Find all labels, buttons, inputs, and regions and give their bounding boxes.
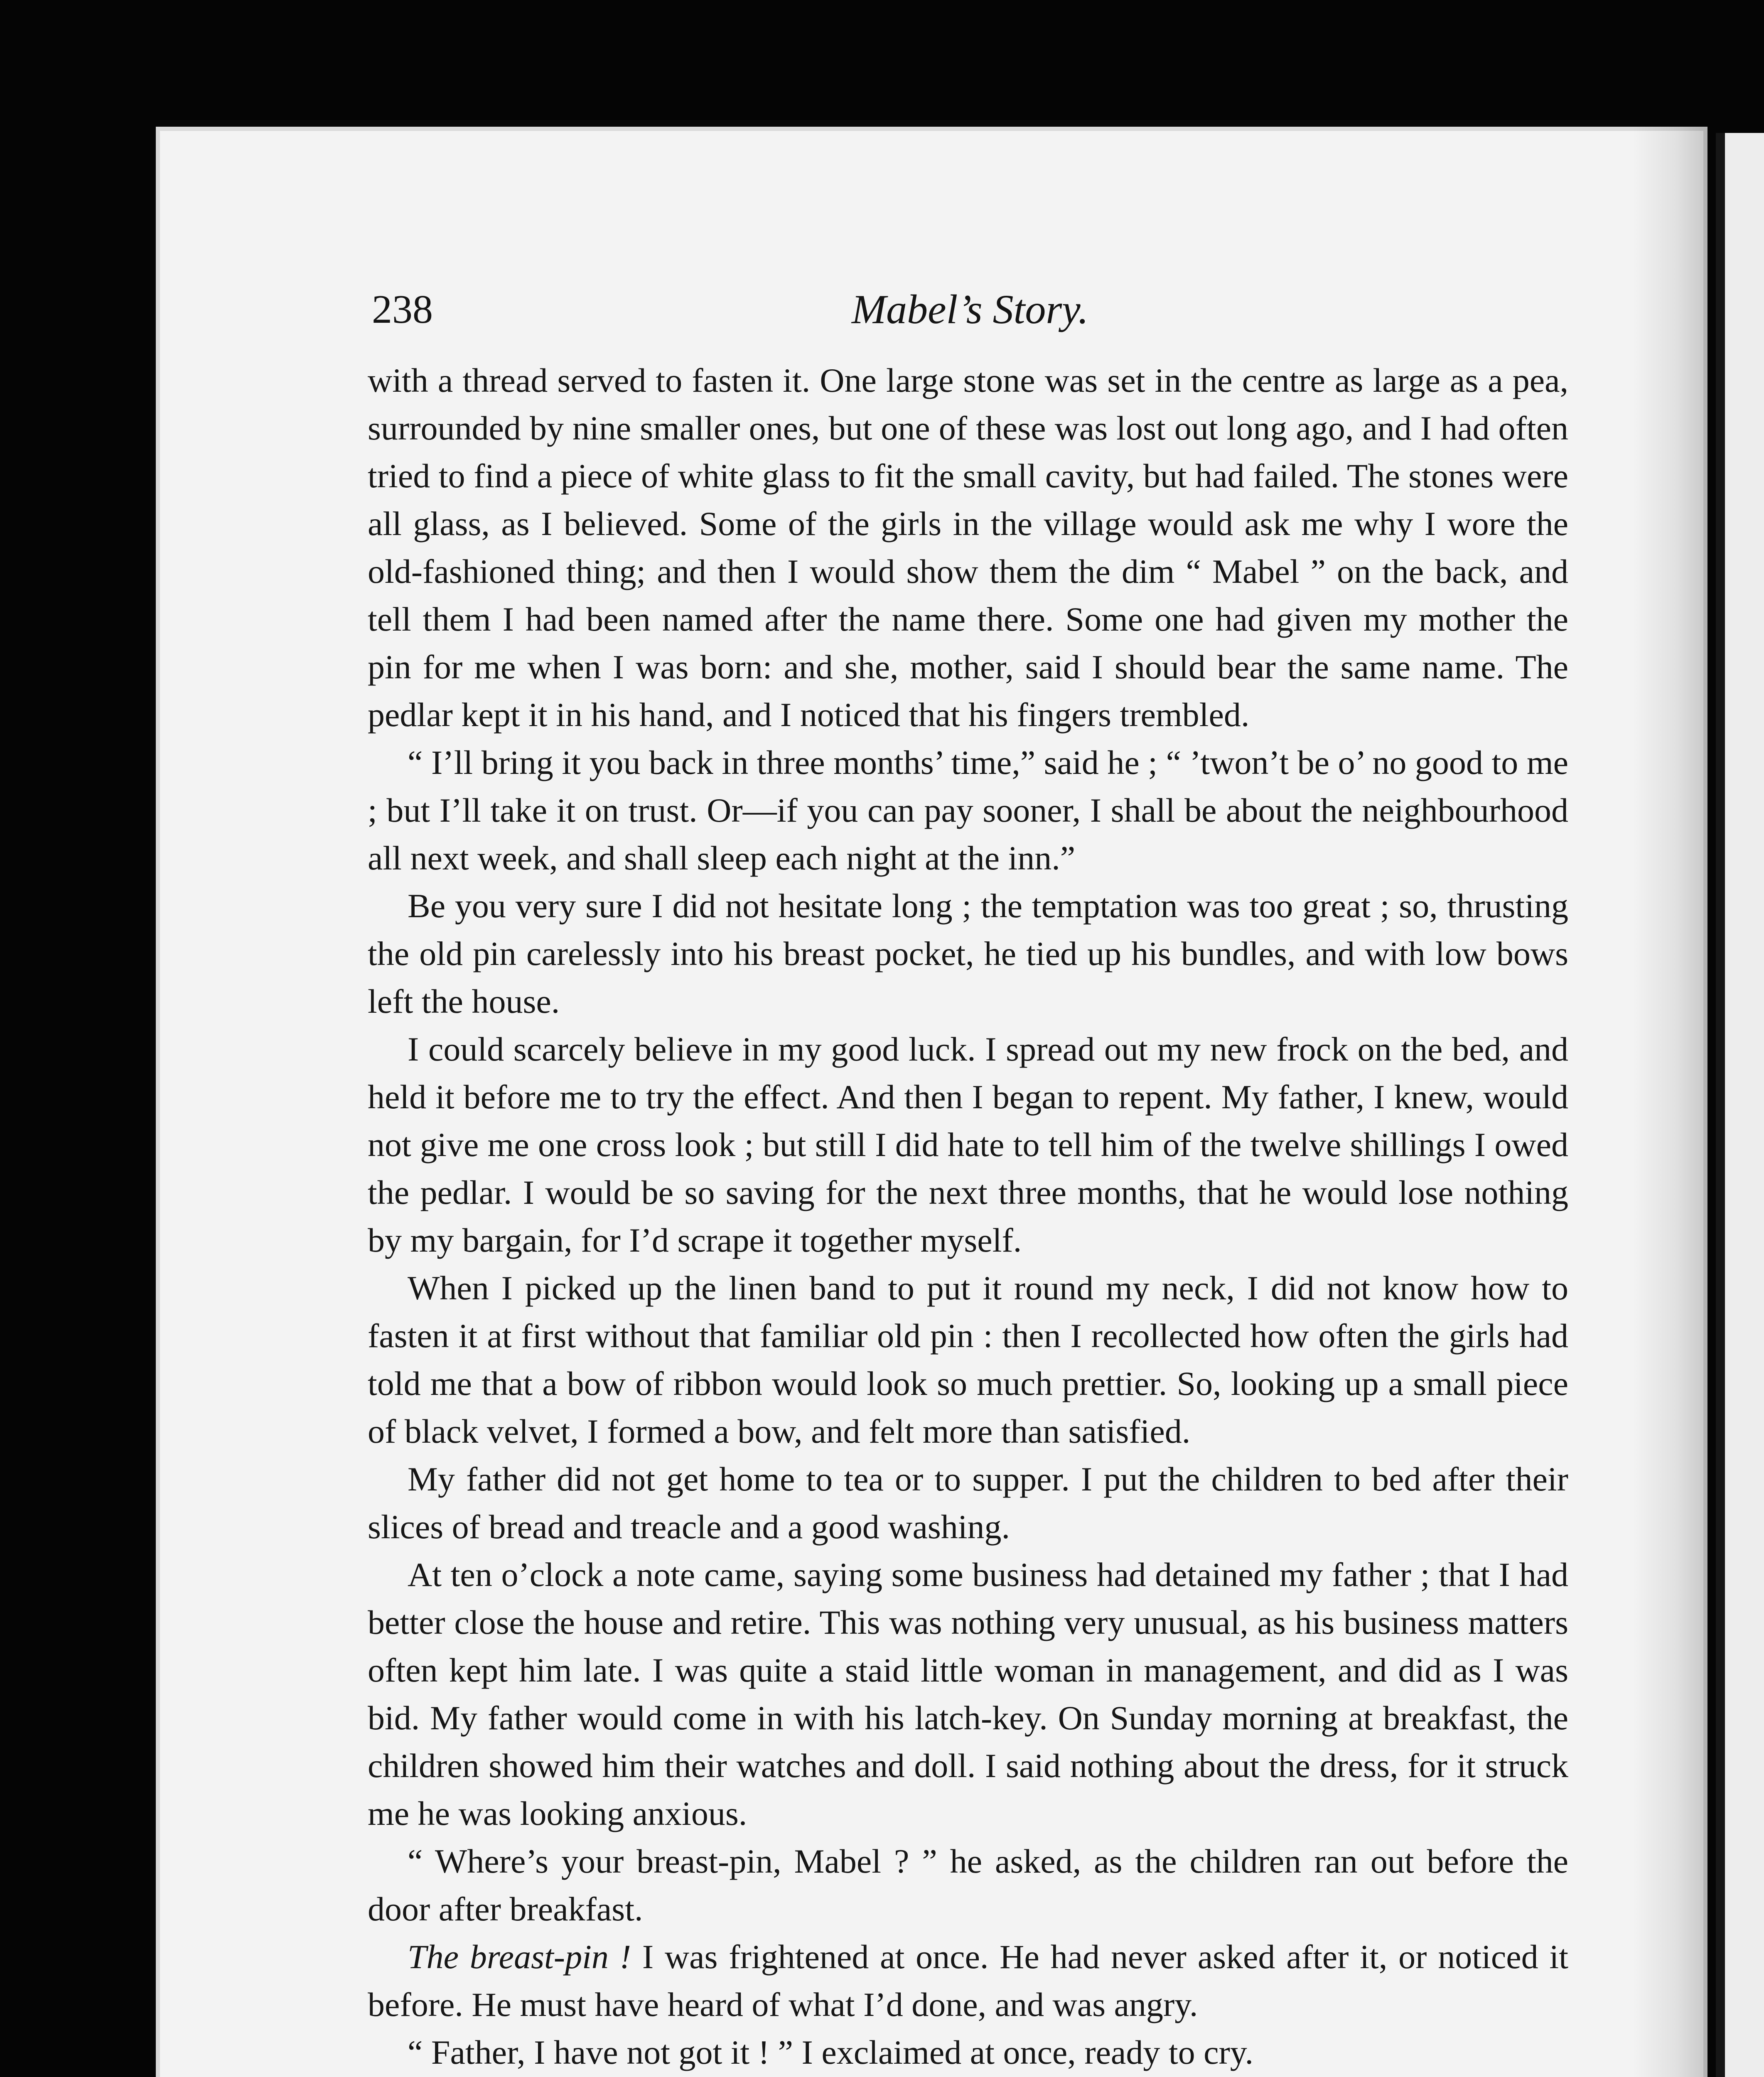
spine-shadow	[1633, 127, 1707, 2077]
paragraph: My father did not get home to tea or to supper. I put the children to bed after their slices of bread and treacle and a good washing.	[368, 1460, 1568, 1546]
paragraph-rest: I was frightened at once. He had never asked after it, or noticed it before. He must have heard of what I’d done, and was angry.	[368, 1938, 1568, 2023]
paragraph: Be you very sure I did not hesitate long ; the temptation was too great ; so, thrusting the old pin carelessly into his breast pocket, he tied up his bundles, and with low bows left the house.	[368, 887, 1568, 1020]
paragraph: When I picked up the linen band to put it round my neck, I did not know how to fasten it at first without that familiar old pin : then I recollected how often the girls had told me that a bow of ribbon would look so much prettier. So, looking up a small piece of black velvet, I formed a bow, and felt more than satisfied.	[368, 1269, 1568, 1450]
running-head: Mabel’s Story.	[851, 286, 1089, 332]
facing-page-edge	[1716, 133, 1764, 2077]
paragraph: “ Father, I have not got it ! ” I exclaimed at once, ready to cry.	[408, 2033, 1253, 2071]
paragraph	[368, 1933, 1568, 2028]
page-number: 238	[372, 287, 433, 332]
paragraph: “ I’ll bring it you back in three months’ time,” said he ; “ ’twon’t be o’ no good to me ; but I’ll take it on trust. Or—if you can pay sooner, I shall be about the neighbourhood all next week, and shall sleep each night at the inn.”	[368, 744, 1568, 877]
page-header	[372, 282, 1568, 336]
paragraph: “ Where’s your breast-pin, Mabel ? ” he asked, as the children ran out before the door after breakfast.	[368, 1842, 1568, 1928]
paragraph: At ten o’clock a note came, saying some business had detained my father ; that I had better close the house and retire. This was nothing very unusual, as his business matters often kept him late. I was quite a staid little woman in management, and did as I was bid. My father would come in with his latch-key. On Sunday morning at breakfast, the children showed him their watches and doll. I said nothing about the dress, for it struck me he was looking anxious.	[368, 1556, 1568, 1832]
paragraph: with a thread served to fasten it. One large stone was set in the centre as large as a pea, surrounded by nine smaller ones, but one of these was lost out long ago, and I had often tried to find a piece of white glass to fit the small cavity, but had failed. The stones were all glass, as I believed. Some of the girls in the village would ask me why I wore the old-fashioned thing; and then I would show them the dim “ Mabel ” on the back, and tell them I had been named after the name there. Some one had given my mother the pin for me when I was born: and she, mother, said I should bear the same name. The pedlar kept it in his hand, and I noticed that his fingers trembled.	[368, 361, 1568, 734]
body-text	[368, 356, 1568, 2077]
paragraph: I could scarcely believe in my good luck. I spread out my new frock on the bed, and held it before me to try the effect. And then I began to repent. My father, I knew, would not give me one cross look ; but still I did hate to tell him of the twelve shillings I owed the pedlar. I would be so saving for the next three months, that he would lose nothing by my bargain, for I’d scrape it together myself.	[368, 1030, 1568, 1259]
italic-lead: The breast-pin !	[408, 1938, 631, 1976]
